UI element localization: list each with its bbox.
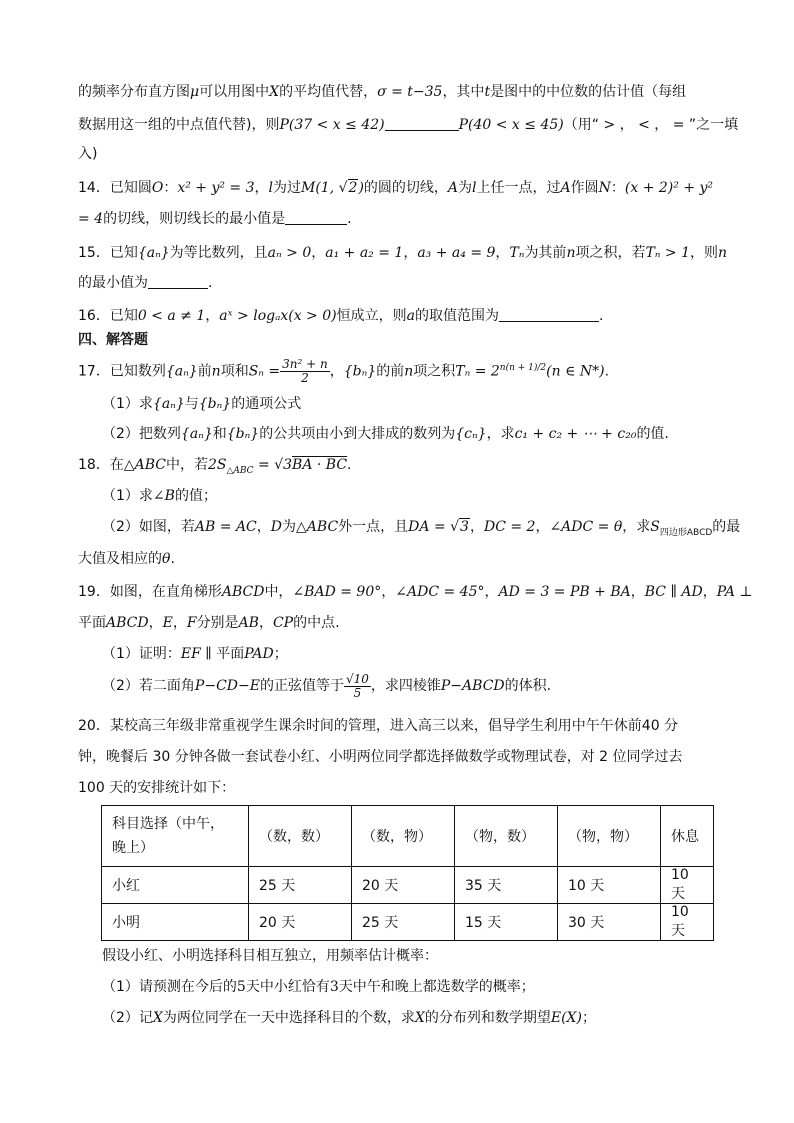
sqrt-expr: √2 <box>338 180 358 196</box>
p18-q2 <box>102 517 740 543</box>
table-cell: 10 天 <box>661 867 714 904</box>
math: △ABC <box>296 519 339 535</box>
math: aₙ > 0 <box>267 245 312 261</box>
text: ， <box>329 363 344 380</box>
p20-after: 假设小红、小明选择科目相互独立，用频率估计概率： <box>102 948 438 964</box>
math: ∠ADC = 45° <box>395 584 485 600</box>
text: 的体积. <box>504 678 552 694</box>
text: 前 <box>197 363 212 380</box>
math: D <box>270 519 283 535</box>
math: {cₙ} <box>455 426 487 442</box>
text: 的值； <box>174 488 217 504</box>
math: ∥ <box>200 646 217 662</box>
math: P(40 < x ≤ 45) <box>458 117 564 133</box>
math: = <box>253 457 275 473</box>
math: (n ∈ N*) <box>546 363 605 380</box>
text: ， <box>311 245 326 261</box>
section-heading: 四、解答题 <box>78 332 148 348</box>
text: ， <box>702 584 717 600</box>
table-cell: 小明 <box>102 904 249 941</box>
answer-blank[interactable] <box>499 307 599 322</box>
p19-line1 <box>78 582 753 602</box>
text: ； <box>273 646 288 662</box>
table-cell: 小红 <box>102 867 249 904</box>
denominator: 2 <box>301 371 309 386</box>
text: ， <box>484 584 499 600</box>
text: ， <box>535 519 550 535</box>
math: Sₙ = <box>248 363 281 380</box>
math: l <box>268 180 273 196</box>
math: a₃ + a₄ = 9 <box>417 245 496 261</box>
text: 15．已知 <box>78 245 138 261</box>
math: E <box>162 615 173 631</box>
math: F <box>186 615 197 631</box>
math: ABCD <box>221 584 265 600</box>
text: 项之积，若 <box>575 245 646 261</box>
p18-line3 <box>78 549 175 569</box>
table-cell: 30 天 <box>558 904 661 941</box>
text: 中，若 <box>165 457 208 473</box>
text: 的值. <box>636 426 669 442</box>
answer-blank[interactable] <box>285 210 347 225</box>
text: 可以用图中 <box>199 84 270 100</box>
text: 分别是 <box>196 615 239 631</box>
table-cell: 10 天 <box>661 904 714 941</box>
text: 为等比数列，且 <box>169 245 268 261</box>
math: PAD <box>244 646 274 662</box>
text: 为 <box>458 180 473 196</box>
math: {bₙ} <box>226 426 260 442</box>
math: ABCD <box>106 615 149 631</box>
table-cell: 25 天 <box>352 904 455 941</box>
exponent: n(n + 1)/2 <box>499 363 547 373</box>
math: ∠B <box>152 488 175 504</box>
text: 平面 <box>216 646 245 662</box>
fraction <box>280 358 330 385</box>
text: 17．已知数列 <box>78 363 166 380</box>
table-cell: 20 天 <box>352 867 455 904</box>
p17-line1 <box>78 354 609 386</box>
schedule-table <box>101 805 714 941</box>
table-header-row <box>102 806 714 867</box>
text: 大值及相应的 <box>78 551 162 567</box>
text: 的公共项由小到大排成的数列为 <box>259 426 456 442</box>
text: ，则 <box>690 245 719 261</box>
math: 0 < a ≠ 1 <box>137 308 206 324</box>
text: . <box>604 363 610 380</box>
table-row <box>102 867 714 904</box>
math: ∠ADC = θ <box>549 519 623 535</box>
text: ， <box>381 584 396 600</box>
text: 16．已知 <box>78 308 138 324</box>
p13-line3 <box>78 144 97 164</box>
subscript: 四边形ABCD <box>659 527 713 538</box>
table-cell: 15 天 <box>455 904 558 941</box>
text: 的平均值代替， <box>279 84 378 100</box>
text: . <box>347 457 352 473</box>
math: DA = <box>408 519 451 535</box>
text: 天中小红恰有 <box>245 979 330 995</box>
math: P−ABCD <box>440 678 505 694</box>
text: 数据用这一组的中点值代替)，则 <box>78 117 280 133</box>
math: PA ⊥ <box>716 584 753 600</box>
math: n <box>566 245 576 261</box>
p20-line1: 20．某校高三年级非常重视学生课余时间的管理，进入高三以来，倡导学生利用中午午休前40 分 <box>78 718 679 734</box>
math: {bₙ} <box>343 363 377 380</box>
p17-q2 <box>102 424 669 444</box>
p15-line2 <box>78 273 212 293</box>
text: 的频率分布直方图 <box>78 84 190 100</box>
text: ， <box>172 615 187 631</box>
math: S <box>650 519 660 535</box>
p19-line2 <box>78 613 340 633</box>
text: ， <box>403 245 418 261</box>
math: X <box>414 1010 425 1026</box>
text: （2）把数列 <box>102 426 181 442</box>
math: μ <box>190 84 200 100</box>
text: ， <box>495 245 510 261</box>
text: 中， <box>264 584 293 600</box>
math: DC = 2 <box>483 519 536 535</box>
text: 的分布列和数学期望 <box>424 1010 551 1026</box>
p17-q1 <box>102 394 301 414</box>
math: x² + y² = 3 <box>177 180 255 196</box>
math: σ = t−35 <box>377 84 443 100</box>
math: P−CD−E <box>194 678 260 694</box>
math: a₁ + a₂ = 1 <box>325 245 404 261</box>
text: 为过 <box>273 180 301 196</box>
text: ， <box>630 584 645 600</box>
text: ， <box>148 615 163 631</box>
vector-product: BA · BC <box>292 457 348 473</box>
math: O <box>151 180 164 196</box>
math: n <box>718 245 728 261</box>
math: N <box>598 180 611 196</box>
math: AB = AC <box>194 519 257 535</box>
table-header-cell: （数，数） <box>249 806 352 867</box>
math: 5 <box>236 979 246 995</box>
text: （2）若二面角 <box>102 678 195 694</box>
text: 和 <box>212 426 227 442</box>
text: . <box>598 308 604 324</box>
text: 的切线，则切线长的最小值是 <box>103 211 286 227</box>
math: P(37 < x ≤ 42) <box>279 117 385 133</box>
text: ， <box>254 180 269 196</box>
math: aˣ > logₐx(x > 0) <box>219 308 337 324</box>
text: 18．在 <box>78 457 124 473</box>
text: ： <box>163 180 178 196</box>
math: t <box>484 84 491 100</box>
table-header-cell: （物，物） <box>558 806 661 867</box>
math: AB <box>238 615 259 631</box>
math: A <box>447 180 459 196</box>
text: 的前 <box>376 363 405 380</box>
text: 与 <box>184 396 199 412</box>
math: {aₙ} <box>152 396 185 412</box>
text: ； <box>581 1010 596 1026</box>
math: EF <box>180 646 201 662</box>
p13-line1 <box>78 82 686 102</box>
math: X <box>152 1010 163 1026</box>
math: Tₙ = 2 <box>455 363 500 380</box>
radicand: 3 <box>460 519 469 535</box>
p14-line2 <box>78 209 352 229</box>
math: √3 <box>274 457 293 473</box>
math: Tₙ <box>509 245 525 261</box>
text: 外一点，且 <box>338 519 409 535</box>
p13-line2 <box>78 115 738 135</box>
math: θ <box>162 551 171 567</box>
p19-q1 <box>102 644 288 664</box>
table-cell: 35 天 <box>455 867 558 904</box>
text: ，其中 <box>442 84 485 100</box>
math: n <box>404 363 414 380</box>
text: 的通项公式 <box>231 396 302 412</box>
text: 19．如图，在直角梯形 <box>78 584 222 600</box>
p15-line1 <box>78 243 727 263</box>
math: CP <box>272 615 294 631</box>
text: ，求 <box>622 519 651 535</box>
math: {bₙ} <box>198 396 232 412</box>
text: . <box>347 211 352 227</box>
fraction <box>344 673 371 700</box>
text: ， <box>256 519 271 535</box>
math: X <box>269 84 280 100</box>
p20-line2: 钟，晚餐后 30 分钟各做一套试卷小红、小明两位同学都选择做数学或物理试卷，对 2 位同学过去 <box>78 749 683 765</box>
math: l <box>472 180 477 196</box>
table-cell: 10 天 <box>558 867 661 904</box>
text: ，求 <box>486 426 515 442</box>
math: △ABC <box>123 457 166 473</box>
radicand: 2 <box>348 180 358 196</box>
math: Tₙ > 1 <box>645 245 691 261</box>
math: ) <box>358 180 364 196</box>
table-row <box>102 904 714 941</box>
numerator: √10 <box>345 671 369 686</box>
text: （1）求 <box>102 488 153 504</box>
text: 的最 <box>712 519 741 535</box>
text: . <box>170 551 175 567</box>
math: = 4 <box>78 211 104 227</box>
text: 是图中的中位数的估计值（每组 <box>490 84 687 100</box>
math: {aₙ} <box>165 363 198 380</box>
text: 的中点. <box>293 615 340 631</box>
p19-q2 <box>102 670 551 702</box>
p18-line1 <box>78 455 352 481</box>
math: E(X) <box>550 1010 582 1026</box>
table-cell: 20 天 <box>249 904 352 941</box>
text: ， <box>258 615 273 631</box>
text: （1）证明： <box>102 646 181 662</box>
math: a <box>406 308 415 324</box>
subscript: △ABC <box>226 465 254 476</box>
p20-q2 <box>102 1008 596 1028</box>
p14-line1 <box>78 178 713 198</box>
math: 3 <box>329 979 339 995</box>
text: 作圆 <box>570 180 599 196</box>
math: n <box>211 363 221 380</box>
text: （2）记 <box>102 1010 153 1026</box>
text: 入) <box>78 146 98 162</box>
text: 项之积 <box>413 363 456 380</box>
text: ： <box>610 180 625 196</box>
answer-blank[interactable] <box>148 274 208 289</box>
math: A <box>560 180 571 196</box>
p16-line <box>78 306 603 326</box>
text: （用“ > ， < ， = ”之一填 <box>563 117 739 133</box>
p20-q1 <box>102 977 535 997</box>
text: ， <box>205 308 220 324</box>
text: （1）求 <box>102 396 153 412</box>
math: {aₙ} <box>137 245 170 261</box>
text: 为两位同学在一天中选择科目的个数，求 <box>162 1010 415 1026</box>
text: 的正弦值等于 <box>259 678 344 694</box>
text: 的取值范围为 <box>414 308 499 324</box>
text: 为其前 <box>524 245 567 261</box>
table-header-cell: （数，物） <box>352 806 455 867</box>
math: BC ∥ AD <box>644 584 703 600</box>
math: M(1, <box>301 180 339 196</box>
text: 的圆的切线， <box>363 180 448 196</box>
table-cell: 25 天 <box>249 867 352 904</box>
math: ∠BAD = 90° <box>292 584 382 600</box>
text: 为 <box>282 519 297 535</box>
text: （2）如图，若 <box>102 519 195 535</box>
p18-q1 <box>102 486 217 506</box>
answer-blank[interactable] <box>385 116 459 131</box>
math: 2S <box>207 457 227 473</box>
math: c₁ + c₂ + ⋯ + c₂₀ <box>514 426 637 442</box>
table-header-cell: 休息 <box>661 806 714 867</box>
numerator: 3n² + n <box>282 357 328 372</box>
text: （1）请预测在今后的 <box>102 979 237 995</box>
sqrt-expr: √3 <box>450 519 469 535</box>
table-header-cell: （物，数） <box>455 806 558 867</box>
p20-line3: 100 天的安排统计如下： <box>78 780 236 796</box>
denominator: 5 <box>353 685 362 700</box>
text: . <box>208 275 213 291</box>
text: 14．已知圆 <box>78 180 152 196</box>
text: 平面 <box>78 615 106 631</box>
text: 上任一点，过 <box>476 180 561 196</box>
text: ，求四棱锥 <box>370 678 441 694</box>
math: (x + 2)² + y² <box>624 180 714 196</box>
text: 天中午和晚上都选数学的概率； <box>338 979 535 995</box>
table-header-cell: 科目选择（中午， 晚上） <box>102 806 249 867</box>
text: 项和 <box>220 363 249 380</box>
text: 恒成立，则 <box>336 308 407 324</box>
text: ， <box>469 519 484 535</box>
math: AD = 3 = PB + BA <box>498 584 631 600</box>
math: {aₙ} <box>180 426 213 442</box>
text: 的最小值为 <box>78 275 148 291</box>
